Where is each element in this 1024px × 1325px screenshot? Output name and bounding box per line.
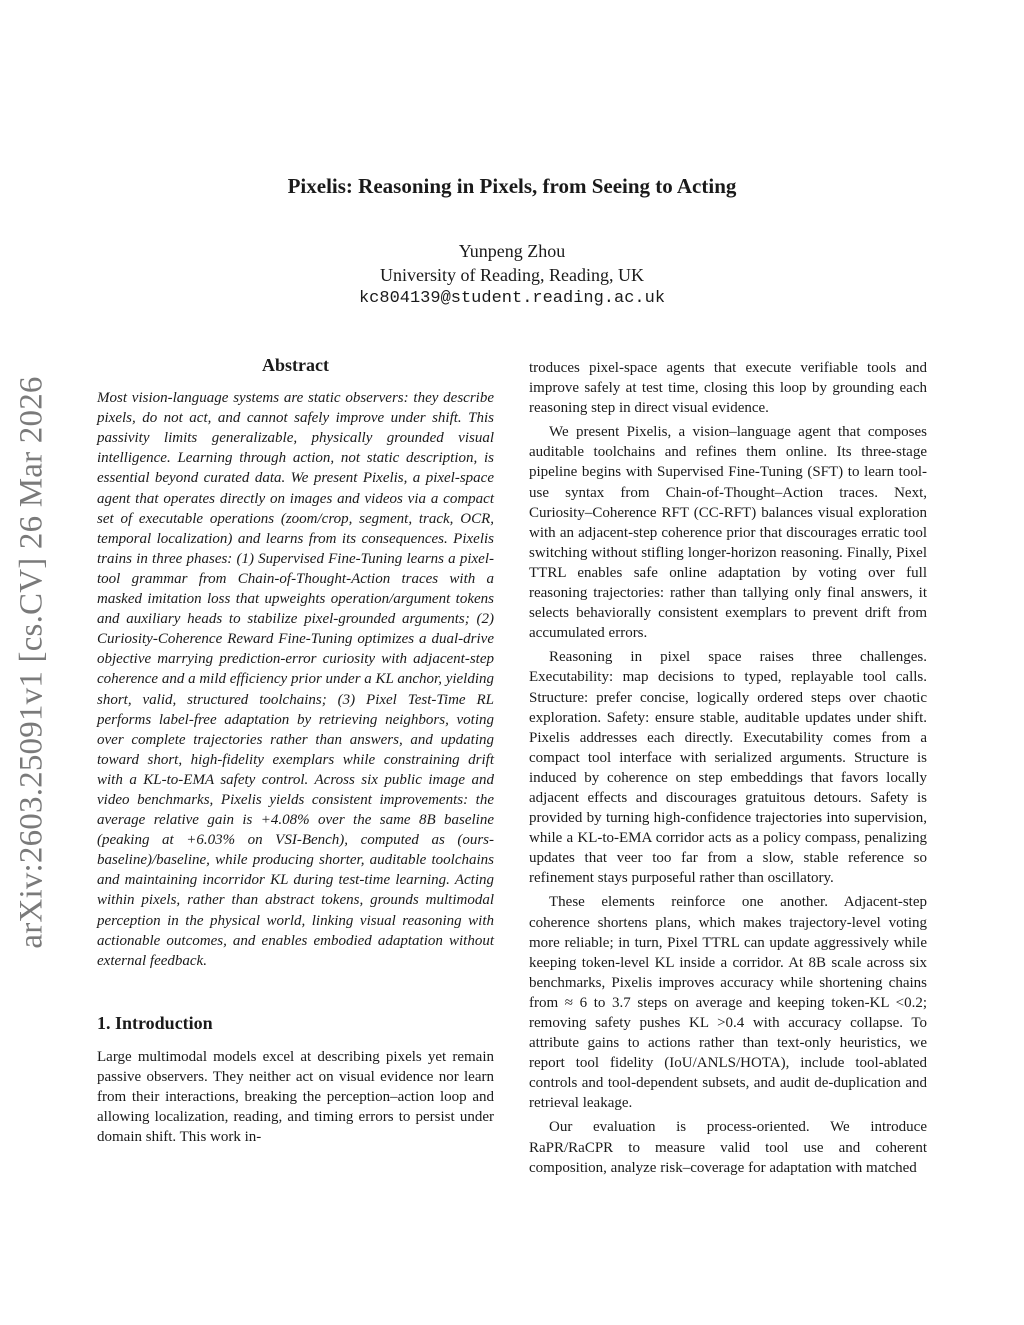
intro-paragraph-3: Reasoning in pixel space raises three challenges. Executability: map decisions to typed, replayable tool calls. Structure: prefer concise, logically ordered steps over chaotic exploration. Safety: ensure stable, auditable updates under shift. Pixelis addresses each directly. Executability comes from a compact tool interface with serialized arguments. Structure is induced by coherence on step embeddings that favors locally adjacent effects and discourages gratuitous detours. Safety is provided by turning high-confidence trajectories into supervision, while a KL-to-EMA corridor acts as a policy compass, penalizing updates that veer too far from a slow, stable reference so refinement stays purposeful rather than oscillatory.	[529, 649, 927, 887]
intro-paragraph-4: These elements reinforce one another. Adjacent-step coherence shortens plans, which makes trajectory-level voting more reliable; in turn, Pixel TTRL can update aggressively while keeping token-level KL inside a corridor. At 8B scale across six benchmarks, Pixelis improves accuracy while shortening chains from ≈ 6 to 3.7 steps on average and keeping token-KL <0.2; removing safety pushes KL >0.4 with accuracy collapse. To attribute gains to actions rather than text-only heuristics, we report tool fidelity (IoU/ANLS/HOTA), include tool-ablated controls and tool-dependent subsets, and audit de-duplication and retrieval leakage.	[529, 894, 927, 1112]
author-email: kc804139@student.reading.ac.uk	[358, 289, 666, 308]
author-affiliation: University of Reading, Reading, UK	[380, 265, 644, 285]
introduction-heading: 1. Introduction	[97, 1012, 213, 1033]
intro-paragraph-1: Large multimodal models excel at describing pixels yet remain passive observers. They neither act on visual evidence nor learn from their interactions, breaking the perception–action loop and allowing localization, reading, and timing errors to persist under domain shift. This work in-	[97, 1048, 494, 1146]
intro-paragraph-1-continued: troduces pixel-space agents that execute verifiable tools and improve safely at test time, closing this loop by grounding each reasoning step in direct visual evidence.	[529, 360, 927, 417]
paper-title: Pixelis: Reasoning in Pixels, from Seeing to Acting	[287, 174, 737, 198]
intro-paragraph-2: We present Pixelis, a vision–language agent that composes auditable toolchains and refines them online. Its three-stage pipeline begins with Supervised Fine-Tuning (SFT) to learn tool-use syntax from Chain-of-Thought–Action traces. Next, Curiosity–Coherence RFT (CC-RFT) balances visual exploration with an adjacent-step coherence prior that discourages erratic tool switching without stifling longer-horizon reasoning. Finally, Pixel TTRL enables safe online adaptation by voting over full reasoning trajectories: rather than tallying only final answers, it selects behaviorally consistent exemplars to prevent drift from accumulated errors.	[529, 424, 927, 642]
arxiv-identifier-text: arXiv:2603.25091v1 [cs.CV] 26 Mar 2026	[13, 375, 50, 949]
arxiv-side-identifier	[2, 362, 62, 962]
abstract-body: Most vision-language systems are static observers: they describe pixels, do not act, and cannot safely improve under shift. This passivity limits generalizable, physically grounded visual intelligence. Learning through action, not static description, is essential beyond curated data. We present Pixelis, a pixel-space agent that operates directly on images and videos via a compact set of executable operations (zoom/crop, segment, track, OCR, temporal localization) and learns from its consequences. Pixelis trains in three phases: (1) Supervised Fine-Tuning learns a pixel-tool grammar from Chain-of-Thought-Action traces with a masked imitation loss that upweights operation/argument tokens and auxiliary heads to stabilize pixel-grounded arguments; (2) Curiosity-Coherence Reward Fine-Tuning optimizes a dual-drive objective marrying prediction-error curiosity with adjacent-step coherence and a mild efficiency prior under a KL anchor, yielding short, valid, structured toolchains; (3) Pixel Test-Time RL performs label-free adaptation by retrieving neighbors, voting over complete trajectories rather than answers, and updating toward short, high-fidelity exemplars while constraining drift with a KL-to-EMA safety control. Across six public image and video benchmarks, Pixelis yields consistent improvements: the average relative gain is +4.08% over the same 8B baseline (peaking at +6.03% on VSI-Bench), computed as (ours-baseline)/baseline, while producing shorter, auditable toolchains and maintaining incorridor KL during test-time learning. Acting within pixels, rather than abstract tokens, grounds multimodal perception in the physical world, linking visual reasoning with actionable outcomes, and enables embodied adaptation without external feedback.	[97, 390, 495, 969]
right-column	[529, 358, 927, 1182]
abstract-heading: Abstract	[262, 355, 329, 375]
author-block	[0, 239, 1024, 311]
author-name: Yunpeng Zhou	[458, 241, 566, 261]
left-column	[97, 355, 494, 1147]
intro-paragraph-5: Our evaluation is process-oriented. We introduce RaPR/RaCPR to measure valid tool use and coherent composition, analyze risk–coverage for adaptation with matched	[529, 1119, 927, 1176]
